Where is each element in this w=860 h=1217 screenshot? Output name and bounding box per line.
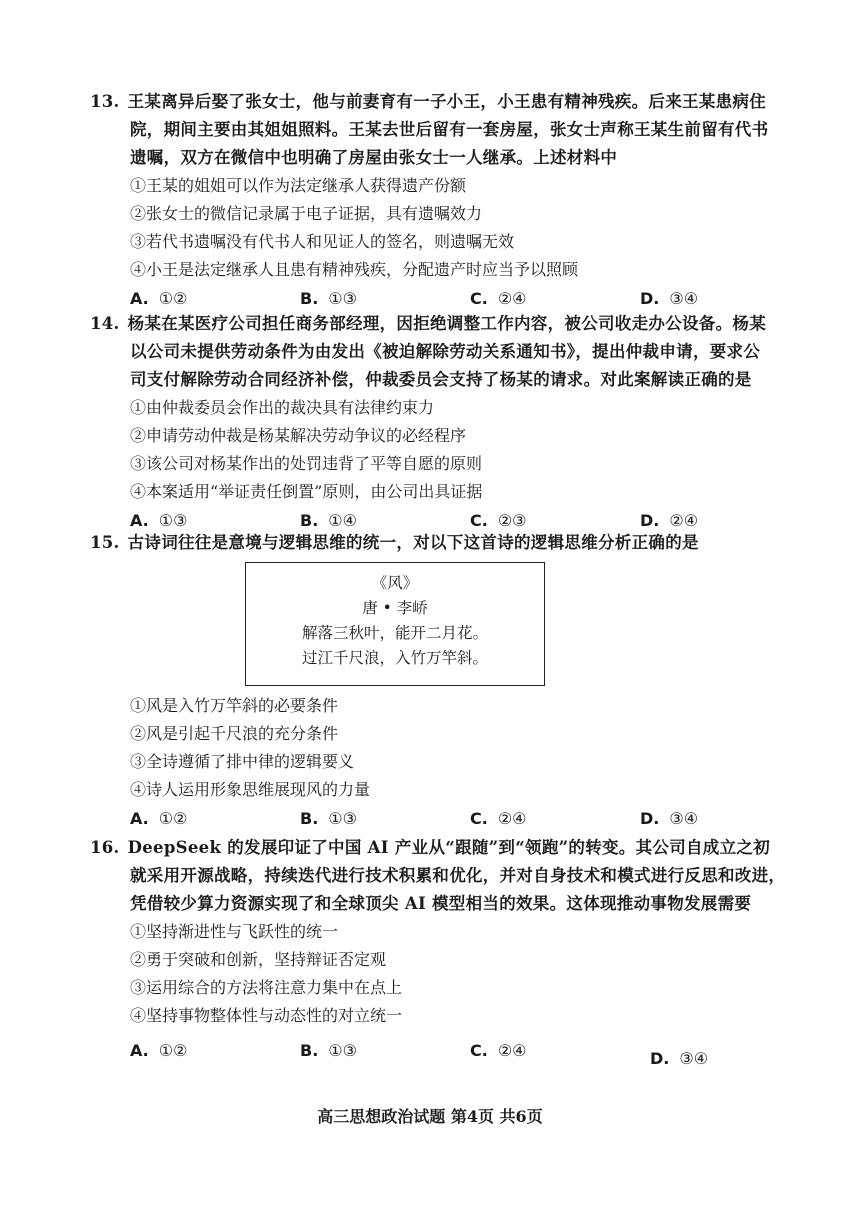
poem-author: 唐 • 李峤 <box>362 599 428 617</box>
poem-title: 《风》 <box>371 574 419 592</box>
stem-line: 司支付解除劳动合同经济补偿，仲裁委员会支持了杨某的请求。对此案解读正确的是 <box>130 370 752 389</box>
choice-b: B. ①③ <box>300 809 357 828</box>
answer-choices <box>90 804 790 834</box>
option-3: ③全诗遵循了排中律的逻辑要义 <box>130 752 355 771</box>
question-16 <box>90 834 790 1066</box>
question-15-options <box>90 692 790 834</box>
question-14 <box>90 310 790 536</box>
choice-c: C. ②④ <box>470 809 527 828</box>
stem-line: 王某离异后娶了张女士，他与前妻育有一子小王，小王患有精神残疾。后来王某患病住 <box>127 92 767 111</box>
choice-d: D. ②④ <box>640 511 699 530</box>
question-13 <box>90 88 790 314</box>
option-1: ①由仲裁委员会作出的裁决具有法律约束力 <box>130 398 435 417</box>
option-2: ②勇于突破和创新，坚持辩证否定观 <box>130 950 387 969</box>
stem-line: 古诗词往往是意境与逻辑思维的统一，对以下这首诗的逻辑思维分析正确的是 <box>127 533 699 552</box>
choice-a: A. ①③ <box>130 511 188 530</box>
option-1: ①风是入竹万竿斜的必要条件 <box>130 696 339 715</box>
option-2: ②申请劳动仲裁是杨某解决劳动争议的必经程序 <box>130 426 467 445</box>
question-number: 16. <box>90 838 120 857</box>
choice-a: A. ①② <box>130 809 188 828</box>
option-1: ①王某的姐姐可以作为法定继承人获得遗产份额 <box>130 176 467 195</box>
choice-a: A. ①② <box>130 1041 188 1060</box>
stem-line: 遗嘱，双方在微信中也明确了房屋由张女士一人继承。上述材料中 <box>130 148 618 167</box>
question-15 <box>90 529 790 557</box>
choice-c: C. ②④ <box>470 289 527 308</box>
option-3: ③运用综合的方法将注意力集中在点上 <box>130 978 403 997</box>
poem-line: 过江千尺浪，入竹万竿斜。 <box>301 649 488 667</box>
option-4: ④坚持事物整体性与动态性的对立统一 <box>130 1006 403 1025</box>
poem-line: 解落三秋叶，能开二月花。 <box>301 624 488 642</box>
option-4: ④小王是法定继承人且患有精神残疾，分配遗产时应当予以照顾 <box>130 260 579 279</box>
option-2: ②风是引起千尺浪的充分条件 <box>130 724 339 743</box>
stem-line: 凭借较少算力资源实现了和全球顶尖 AI 模型相当的效果。这体现推动事物发展需要 <box>130 894 752 913</box>
option-4: ④本案适用“举证责任倒置”原则，由公司出具证据 <box>130 482 483 501</box>
question-stem <box>90 88 790 116</box>
stem-line: 就采用开源战略，持续迭代进行技术积累和优化，并对自身技术和模式进行反思和改进， <box>130 866 786 885</box>
choice-d: D. ③④ <box>640 809 699 828</box>
choice-c: C. ②④ <box>470 1041 527 1060</box>
question-number: 13. <box>90 92 120 111</box>
choice-b: B. ①④ <box>300 511 357 530</box>
poem-box <box>245 562 545 686</box>
choice-a: A. ①② <box>130 289 188 308</box>
stem-line: 院，期间主要由其姐姐照料。王某去世后留有一套房屋，张女士声称王某生前留有代书 <box>130 120 769 139</box>
option-2: ②张女士的微信记录属于电子证据，具有遗嘱效力 <box>130 204 483 223</box>
question-number: 14. <box>90 314 120 333</box>
question-stem <box>90 310 790 338</box>
choice-d: D. ③④ <box>640 289 699 308</box>
answer-choices <box>90 1036 790 1066</box>
page-footer: 高三思想政治试题 第4页 共6页 <box>317 1107 543 1126</box>
option-1: ①坚持渐进性与飞跃性的统一 <box>130 922 339 941</box>
choice-c: C. ②③ <box>470 511 527 530</box>
stem-line: 以公司未提供劳动条件为由发出《被迫解除劳动关系通知书》，提出仲裁申请，要求公 <box>130 342 761 361</box>
option-3: ③若代书遗嘱没有代书人和见证人的签名，则遗嘱无效 <box>130 232 515 251</box>
question-stem <box>90 834 790 862</box>
stem-line: DeepSeek 的发展印证了中国 AI 产业从“跟随”到“领跑”的转变。其公司自成立之初 <box>127 838 771 857</box>
question-number: 15. <box>90 533 120 552</box>
choice-b: B. ①③ <box>300 289 357 308</box>
option-4: ④诗人运用形象思维展现风的力量 <box>130 780 371 799</box>
stem-line: 杨某在某医疗公司担任商务部经理，因拒绝调整工作内容，被公司收走办公设备。杨某 <box>127 314 767 333</box>
choice-b: B. ①③ <box>300 1041 357 1060</box>
question-stem <box>90 529 790 557</box>
option-3: ③该公司对杨某作出的处罚违背了平等自愿的原则 <box>130 454 483 473</box>
choice-d: D. ③④ <box>650 1049 709 1068</box>
